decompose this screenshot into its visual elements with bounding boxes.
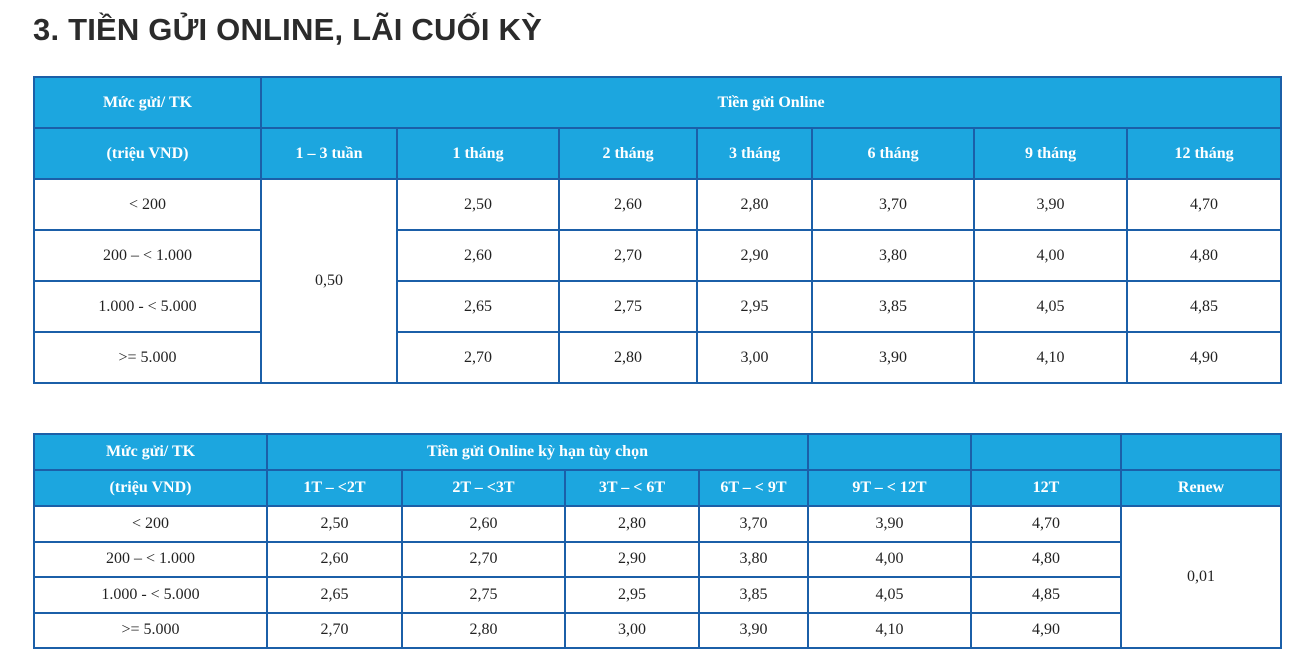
rate-cell: 2,75 bbox=[559, 281, 697, 332]
tier-cell: 1.000 - < 5.000 bbox=[34, 577, 267, 613]
table-row bbox=[34, 332, 1281, 383]
tier-cell: 200 – < 1.000 bbox=[34, 542, 267, 578]
term-header: 6 tháng bbox=[812, 128, 974, 179]
rate-cell: 2,70 bbox=[397, 332, 559, 383]
rate-cell: 2,60 bbox=[397, 230, 559, 281]
rate-cell: 3,70 bbox=[699, 506, 808, 542]
tier-cell: < 200 bbox=[34, 179, 261, 230]
tier-unit-header: (triệu VND) bbox=[34, 470, 267, 506]
rate-cell: 4,00 bbox=[808, 542, 971, 578]
rate-cell: 4,70 bbox=[1127, 179, 1281, 230]
rate-cell: 2,70 bbox=[267, 613, 402, 649]
rate-cell: 3,90 bbox=[812, 332, 974, 383]
rate-cell: 2,70 bbox=[402, 542, 565, 578]
rate-cell: 3,85 bbox=[812, 281, 974, 332]
header-row bbox=[34, 128, 1281, 179]
rate-cell: 4,90 bbox=[971, 613, 1121, 649]
table-row bbox=[34, 230, 1281, 281]
rate-cell: 2,60 bbox=[267, 542, 402, 578]
rate-cell: 3,80 bbox=[812, 230, 974, 281]
rate-cell: 2,95 bbox=[697, 281, 812, 332]
term-header: 1T – <2T bbox=[267, 470, 402, 506]
rate-cell: 4,10 bbox=[808, 613, 971, 649]
rate-cell: 2,65 bbox=[397, 281, 559, 332]
rate-cell: 4,80 bbox=[1127, 230, 1281, 281]
rate-cell: 3,90 bbox=[974, 179, 1127, 230]
empty-header-cell bbox=[971, 434, 1121, 470]
rate-cell: 2,50 bbox=[397, 179, 559, 230]
rate-cell: 4,70 bbox=[971, 506, 1121, 542]
rate-cell: 4,05 bbox=[808, 577, 971, 613]
term-header: 2T – <3T bbox=[402, 470, 565, 506]
term-header: 6T – < 9T bbox=[699, 470, 808, 506]
term-header: 3 tháng bbox=[697, 128, 812, 179]
tier-cell: < 200 bbox=[34, 506, 267, 542]
rate-cell: 4,00 bbox=[974, 230, 1127, 281]
term-header: 3T – < 6T bbox=[565, 470, 699, 506]
rate-cell: 3,00 bbox=[565, 613, 699, 649]
rate-cell: 4,10 bbox=[974, 332, 1127, 383]
term-header: 2 tháng bbox=[559, 128, 697, 179]
rate-cell: 3,00 bbox=[697, 332, 812, 383]
tier-header: Mức gửi/ TK bbox=[34, 434, 267, 470]
table-row bbox=[34, 542, 1281, 578]
renew-rate-cell: 0,01 bbox=[1121, 506, 1281, 648]
rate-cell: 3,85 bbox=[699, 577, 808, 613]
table-row bbox=[34, 179, 1281, 230]
table-row bbox=[34, 613, 1281, 649]
group-header: Tiền gửi Online kỳ hạn tùy chọn bbox=[267, 434, 808, 470]
short-term-rate-cell: 0,50 bbox=[261, 179, 397, 383]
rate-cell: 3,90 bbox=[808, 506, 971, 542]
page-title: 3. TIỀN GỬI ONLINE, LÃI CUỐI KỲ bbox=[33, 12, 543, 47]
rate-cell: 2,80 bbox=[402, 613, 565, 649]
group-header: Tiền gửi Online bbox=[261, 77, 1281, 128]
rate-cell: 2,80 bbox=[697, 179, 812, 230]
empty-header-cell bbox=[1121, 434, 1281, 470]
rate-cell: 2,60 bbox=[402, 506, 565, 542]
rate-cell: 3,90 bbox=[699, 613, 808, 649]
rate-cell: 3,70 bbox=[812, 179, 974, 230]
header-row bbox=[34, 470, 1281, 506]
online-deposit-rate-table bbox=[33, 76, 1282, 384]
rate-cell: 2,90 bbox=[697, 230, 812, 281]
table-row bbox=[34, 506, 1281, 542]
term-header: 1 tháng bbox=[397, 128, 559, 179]
rate-cell: 2,65 bbox=[267, 577, 402, 613]
rate-cell: 4,80 bbox=[971, 542, 1121, 578]
rate-cell: 4,90 bbox=[1127, 332, 1281, 383]
tier-cell: 200 – < 1.000 bbox=[34, 230, 261, 281]
rate-cell: 2,90 bbox=[565, 542, 699, 578]
table-row bbox=[34, 577, 1281, 613]
rate-cell: 2,95 bbox=[565, 577, 699, 613]
tier-unit-header: (triệu VND) bbox=[34, 128, 261, 179]
rate-cell: 2,70 bbox=[559, 230, 697, 281]
tier-cell: >= 5.000 bbox=[34, 332, 261, 383]
renew-header: Renew bbox=[1121, 470, 1281, 506]
rate-cell: 2,75 bbox=[402, 577, 565, 613]
empty-header-cell bbox=[808, 434, 971, 470]
flexible-term-rate-table bbox=[33, 433, 1282, 649]
rate-cell: 4,05 bbox=[974, 281, 1127, 332]
rate-cell: 3,80 bbox=[699, 542, 808, 578]
header-row bbox=[34, 434, 1281, 470]
term-header: 1 – 3 tuần bbox=[261, 128, 397, 179]
tier-cell: 1.000 - < 5.000 bbox=[34, 281, 261, 332]
rate-cell: 4,85 bbox=[971, 577, 1121, 613]
table-row bbox=[34, 281, 1281, 332]
tier-header: Mức gửi/ TK bbox=[34, 77, 261, 128]
rate-cell: 2,50 bbox=[267, 506, 402, 542]
term-header: 9T – < 12T bbox=[808, 470, 971, 506]
rate-cell: 2,80 bbox=[559, 332, 697, 383]
rate-cell: 4,85 bbox=[1127, 281, 1281, 332]
term-header: 9 tháng bbox=[974, 128, 1127, 179]
rate-cell: 2,80 bbox=[565, 506, 699, 542]
term-header: 12 tháng bbox=[1127, 128, 1281, 179]
rate-cell: 2,60 bbox=[559, 179, 697, 230]
term-header: 12T bbox=[971, 470, 1121, 506]
header-row bbox=[34, 77, 1281, 128]
tier-cell: >= 5.000 bbox=[34, 613, 267, 649]
